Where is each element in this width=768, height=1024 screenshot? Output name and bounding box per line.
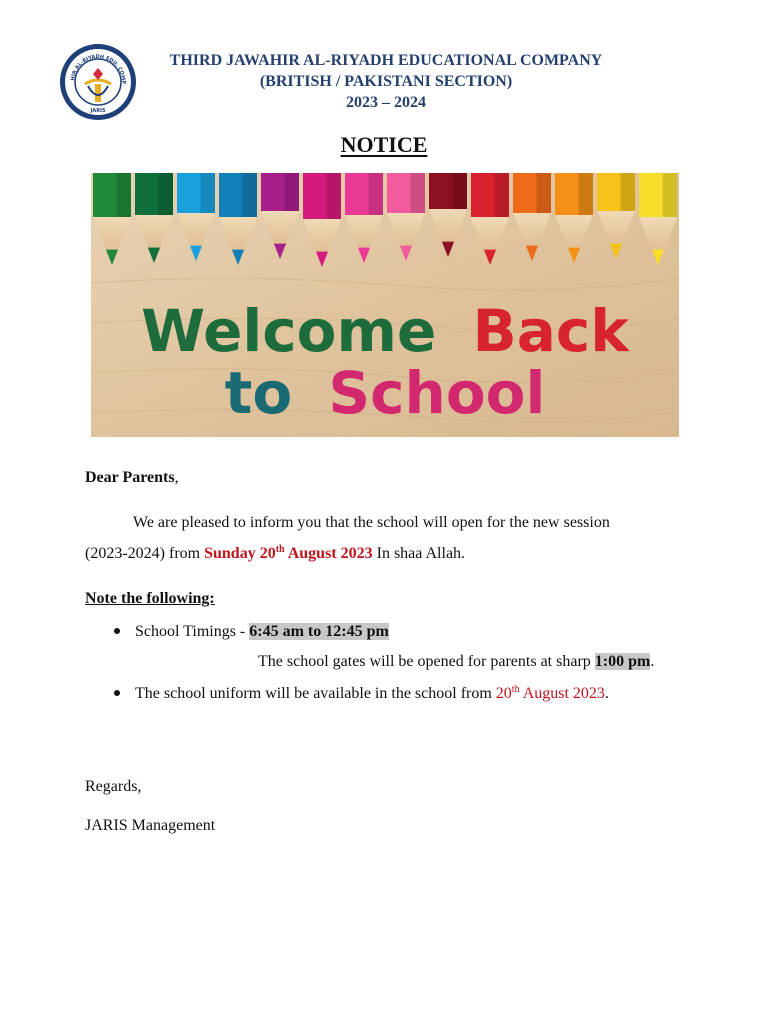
banner-line2	[225, 359, 546, 427]
bullet-dot	[114, 690, 120, 696]
bullet-uniform	[135, 684, 609, 704]
opening-date-day: Sunday 20	[204, 545, 276, 562]
header-year: 2023 – 2024	[346, 94, 426, 111]
uniform-text: The school uniform will be available in the school from	[135, 685, 496, 702]
banner-word-to: to	[224, 359, 293, 427]
banner-word-welcome: Welcome	[141, 297, 437, 365]
salutation	[85, 468, 179, 488]
para-pre: (2023-2024) from	[85, 545, 205, 562]
banner-word-back: Back	[472, 297, 629, 365]
uniform-date-sup: th	[511, 684, 520, 695]
regards: Regards,	[85, 778, 142, 795]
logo-arc-text: HIR AL-RIYADH EDU. COMP	[69, 53, 127, 84]
header-company-name: THIRD JAWAHIR AL-RIYADH EDUCATIONAL COMPANY	[169, 52, 603, 69]
uniform-date-num: 20	[495, 685, 512, 702]
paragraph-line-2	[85, 544, 465, 564]
gates-text: The school gates will be opened for parents at sharp	[258, 653, 595, 670]
banner-line1	[141, 297, 630, 365]
opening-date-sup: th	[275, 544, 285, 555]
salutation-comma: ,	[174, 469, 179, 486]
paragraph-line-1: We are pleased to inform you that the school will open for the new session	[133, 514, 610, 531]
logo-bottom-text: JARIS	[90, 108, 106, 114]
school-header	[140, 50, 632, 113]
banner-word-school: School	[328, 359, 546, 427]
bullet-dot	[114, 628, 120, 634]
note-heading: Note the following:	[85, 590, 215, 607]
school-logo	[58, 42, 138, 122]
header-section: (BRITISH / PAKISTANI SECTION)	[259, 73, 513, 90]
salutation-name: Dear Parents	[85, 469, 175, 486]
welcome-banner-image	[91, 173, 679, 437]
uniform-period: .	[604, 685, 609, 702]
uniform-date-rest: August 2023	[519, 685, 605, 702]
notice-title: NOTICE	[340, 132, 428, 157]
opening-date-rest: August 2023	[284, 545, 373, 562]
gates-period: .	[650, 653, 655, 670]
timings-label: School Timings -	[135, 623, 250, 640]
para-post: In shaa Allah.	[372, 545, 466, 562]
bullet-school-timings	[135, 622, 389, 642]
gates-time: 1:00 pm	[594, 653, 651, 670]
signature: JARIS Management	[85, 817, 216, 834]
timings-value: 6:45 am to 12:45 pm	[249, 623, 389, 640]
gates-line	[258, 652, 654, 672]
